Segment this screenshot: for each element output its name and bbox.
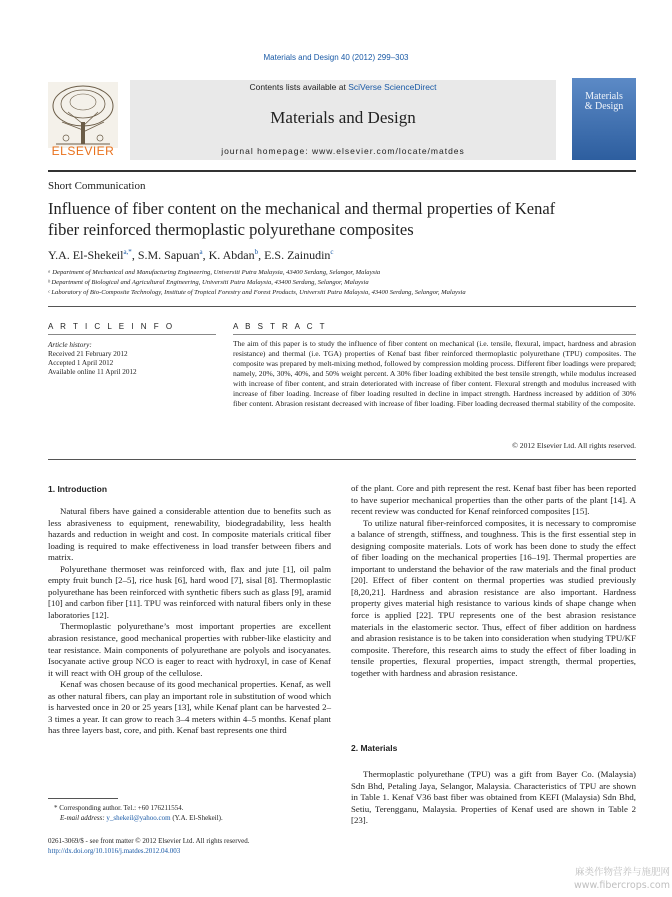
- journal-name: Materials and Design: [270, 108, 416, 127]
- email-link[interactable]: y_shekeil@yahoo.com: [106, 814, 171, 822]
- tree-icon: [48, 82, 118, 148]
- sciencedirect-link[interactable]: SciVerse ScienceDirect: [348, 82, 437, 92]
- elsevier-wordmark: ELSEVIER: [51, 144, 115, 158]
- abstract-divider: [48, 459, 636, 460]
- received-date: Received 21 February 2012: [48, 350, 128, 358]
- contents-line: [130, 82, 556, 92]
- author-affiliation-marker[interactable]: b: [254, 248, 259, 256]
- email-line: [48, 813, 331, 823]
- cover-title-line1: Materials: [585, 91, 623, 102]
- watermark-line-2: www.fibercrops.com: [573, 880, 670, 891]
- affiliation-divider: [48, 306, 636, 307]
- cover-title-line2: & Design: [584, 101, 624, 112]
- online-date: Available online 11 April 2012: [48, 368, 137, 376]
- introduction-heading: 1. Introduction: [48, 484, 108, 494]
- materials-section: [351, 769, 636, 827]
- body-column-right: [351, 483, 636, 679]
- article-info-rule: [48, 334, 216, 335]
- accepted-date: Accepted 1 April 2012: [48, 359, 114, 367]
- body-paragraph: Thermoplastic polyurethane (TPU) was a gift from Bayer Co. (Malaysia) Sdn Bhd, Petaling Jaya, Selangor, Malaysia. Characteristics of TPU are shown in Table 1. Kenaf V36 bast fiber was obtained from KEFI (Malaysia) Sdn Bhd, Setiu, Terengganu, Malaysia. Properties of Kenaf used are shown in Table 2 [23].: [351, 769, 636, 826]
- journal-masthead: [48, 74, 636, 164]
- abstract-text: The aim of this paper is to study the influence of fiber content on mechanical (i.e. tensile, flexural, impact, hardness and abrasion resistance) and thermal (i.e. TGA) properties of Kenaf bast fiber reinforced thermoplastic polyurethane (TPU) composites. The composite was prepared by melt-mixing method, followed by compression molding process. Different fiber loadings were prepared; namely, 20%, 30%, 40%, and 50% weight percent. A 30% fiber loading exhibited the best tensile strength, while modulus increased with increase of fiber content, and strain deteriorated with increase of fiber content. Flexural strength and modulus increased with increase of fiber loading. Increase of fiber loading resulted in decline in impact strength. Hardness increased by addition of 30% fiber content. Abrasion resistant decreased with increase of fiber loading. Fiber loading decreased thermal stability of the composite.: [233, 339, 636, 409]
- materials-heading: 2. Materials: [351, 743, 398, 753]
- article-history: [48, 341, 218, 377]
- author-name: Y.A. El-Shekeil: [48, 248, 124, 262]
- body-paragraph: Kenaf was chosen because of its good mechanical properties. Kenaf, as well as other natural fibers, can play an important role in substitution of wood which is harvested once in 20 or 25 years [13], while Kenaf plant can be harvested 2–3 times a year. It can grow to reach 3–4 meters within 4–5 months. Kenaf plant has three layers bast, core, and pith. Kenaf bast represents one third: [48, 679, 331, 736]
- author-affiliation-marker[interactable]: a: [199, 248, 203, 256]
- author-name: E.S. Zainudin: [264, 248, 331, 262]
- article-type: Short Communication: [48, 180, 146, 192]
- watermark-line-1: 麻类作物营养与施肥网: [574, 867, 670, 878]
- journal-homepage[interactable]: journal homepage: www.elsevier.com/locate/matdes: [221, 146, 465, 156]
- article-info-heading: A R T I C L E I N F O: [48, 322, 175, 331]
- corresponding-author: * Corresponding author. Tel.: +60 176211554.: [54, 804, 184, 812]
- journal-banner: [130, 80, 556, 160]
- body-paragraph: Natural fibers have gained a considerable attention due to benefits such as less abrasiveness to equipment, renewability, biodegradability, less health hazards and reduction in weight and cost. In composite materials critical fiber loading is required to make effectiveness in load transfer between fibers and matrix.: [48, 506, 331, 563]
- site-watermark: [520, 866, 670, 892]
- affiliation-b: ᵇ Department of Biological and Agricultural Engineering, Universiti Putra Malaysia, 43400 Serdang, Selangor, Malaysia: [48, 279, 369, 286]
- author-name: K. Abdan: [208, 248, 255, 262]
- journal-citation[interactable]: Materials and Design 40 (2012) 299–303: [263, 53, 409, 62]
- footnote-rule: [48, 798, 118, 799]
- body-paragraph: Polyurethane thermoset was reinforced with, flax and jute [1], oil palm empty fruit bunch [2–5], rice husk [6], hard wood [7], sisal [8]. Thermoplastic polyurethane has been reinforced with synthetic fibers such as glass [9], aramid [10] and carbon fiber [11]. TPU was reinforced with natural fibers only in these laboratories [12].: [48, 563, 331, 620]
- author-affiliation-marker[interactable]: c: [330, 248, 334, 256]
- email-suffix: (Y.A. El-Shekeil).: [170, 814, 223, 822]
- doi-link[interactable]: http://dx.doi.org/10.1016/j.matdes.2012.04.003: [48, 847, 181, 855]
- body-paragraph: of the plant. Core and pith represent the rest. Kenaf bast fiber has been reported to have superior mechanical properties than the other parts of the plant [14]. A recent review was conducted for Kenaf reinforced composites [15].: [351, 483, 636, 517]
- publication-info: [48, 836, 348, 856]
- affiliation-c: ᶜ Laboratory of Bio-Composite Technology, Institute of Tropical Forestry and Forest Products, Universiti Putra Malaysia, 43400 Serdang, Selangor, Malaysia: [48, 289, 466, 296]
- author-name: S.M. Sapuan: [137, 248, 200, 262]
- contents-prefix: Contents lists available at: [249, 82, 349, 92]
- title-line-1: Influence of fiber content on the mechanical and thermal properties of Kenaf: [48, 199, 556, 218]
- author-list: Y.A. El-Shekeil$^{a,*}$, S.M. Sapuan$^a$, K. Abdan$^b$, E.S. Zainudin$^c$: [48, 248, 334, 262]
- affiliation-a: ᵃ Department of Mechanical and Manufacturing Engineering, Universiti Putra Malaysia, 43400 Serdang, Selangor, Malaysia: [48, 269, 381, 276]
- corresponding-author-footnote: [48, 803, 331, 823]
- abstract-rule: [233, 334, 636, 335]
- email-label: E-mail address:: [60, 814, 107, 822]
- author-affiliation-marker[interactable]: a,*: [123, 248, 132, 256]
- cover-title: [574, 92, 634, 112]
- issn-line: 0261-3069/$ - see front matter © 2012 Elsevier Ltd. All rights reserved.: [48, 837, 250, 845]
- article-title: [48, 198, 638, 240]
- history-label: Article history:: [48, 341, 92, 349]
- body-column-left: [48, 506, 331, 737]
- body-paragraph: Thermoplastic polyurethane’s most important properties are excellent abrasion resistance, good mechanical properties with rubber-like elasticity and tear resistance. Main components of polyurethane are polyols and isocyanates. Isocyanate active group NCO is eager to react with hydroxyl, in case of Kenaf it will react with OH group of the cellulose.: [48, 621, 331, 678]
- title-line-2: fiber reinforced thermoplastic polyurethane composites: [48, 220, 414, 239]
- body-paragraph: To utilize natural fiber-reinforced composites, it is necessary to compromise a balance of strength, stiffness, and toughness. This is the first essential step in designing composite materials. Lots of work has been done to study the effect of fiber loading on the mechanical properties [16–19]. Thermal properties are important to understand the behavior of the raw materials and the final product [20]. Effect of fiber content on thermal properties was studied previously [8,20,21]. Hardness and abrasion resistance are also important. Hardness property gives material high resistance to various kinds of shape change when force is applied [22]. TPU represents one of the best abrasion resistance materials in the elastomeric sector. Thus, effect of fiber addition on hardness and abrasion resistance is to be taken into consideration when studying TPU/KF composite. Therefore, this research aims to study the effect of fiber loading in tensile properties, flexural properties, impact strength, thermal properties, together with hardness and abrasion resistance.: [351, 517, 636, 678]
- journal-cover-thumbnail: [572, 78, 636, 160]
- abstract-heading: A B S T R A C T: [233, 322, 327, 331]
- abstract-copyright: © 2012 Elsevier Ltd. All rights reserved.: [512, 441, 636, 450]
- header-divider: [48, 170, 636, 172]
